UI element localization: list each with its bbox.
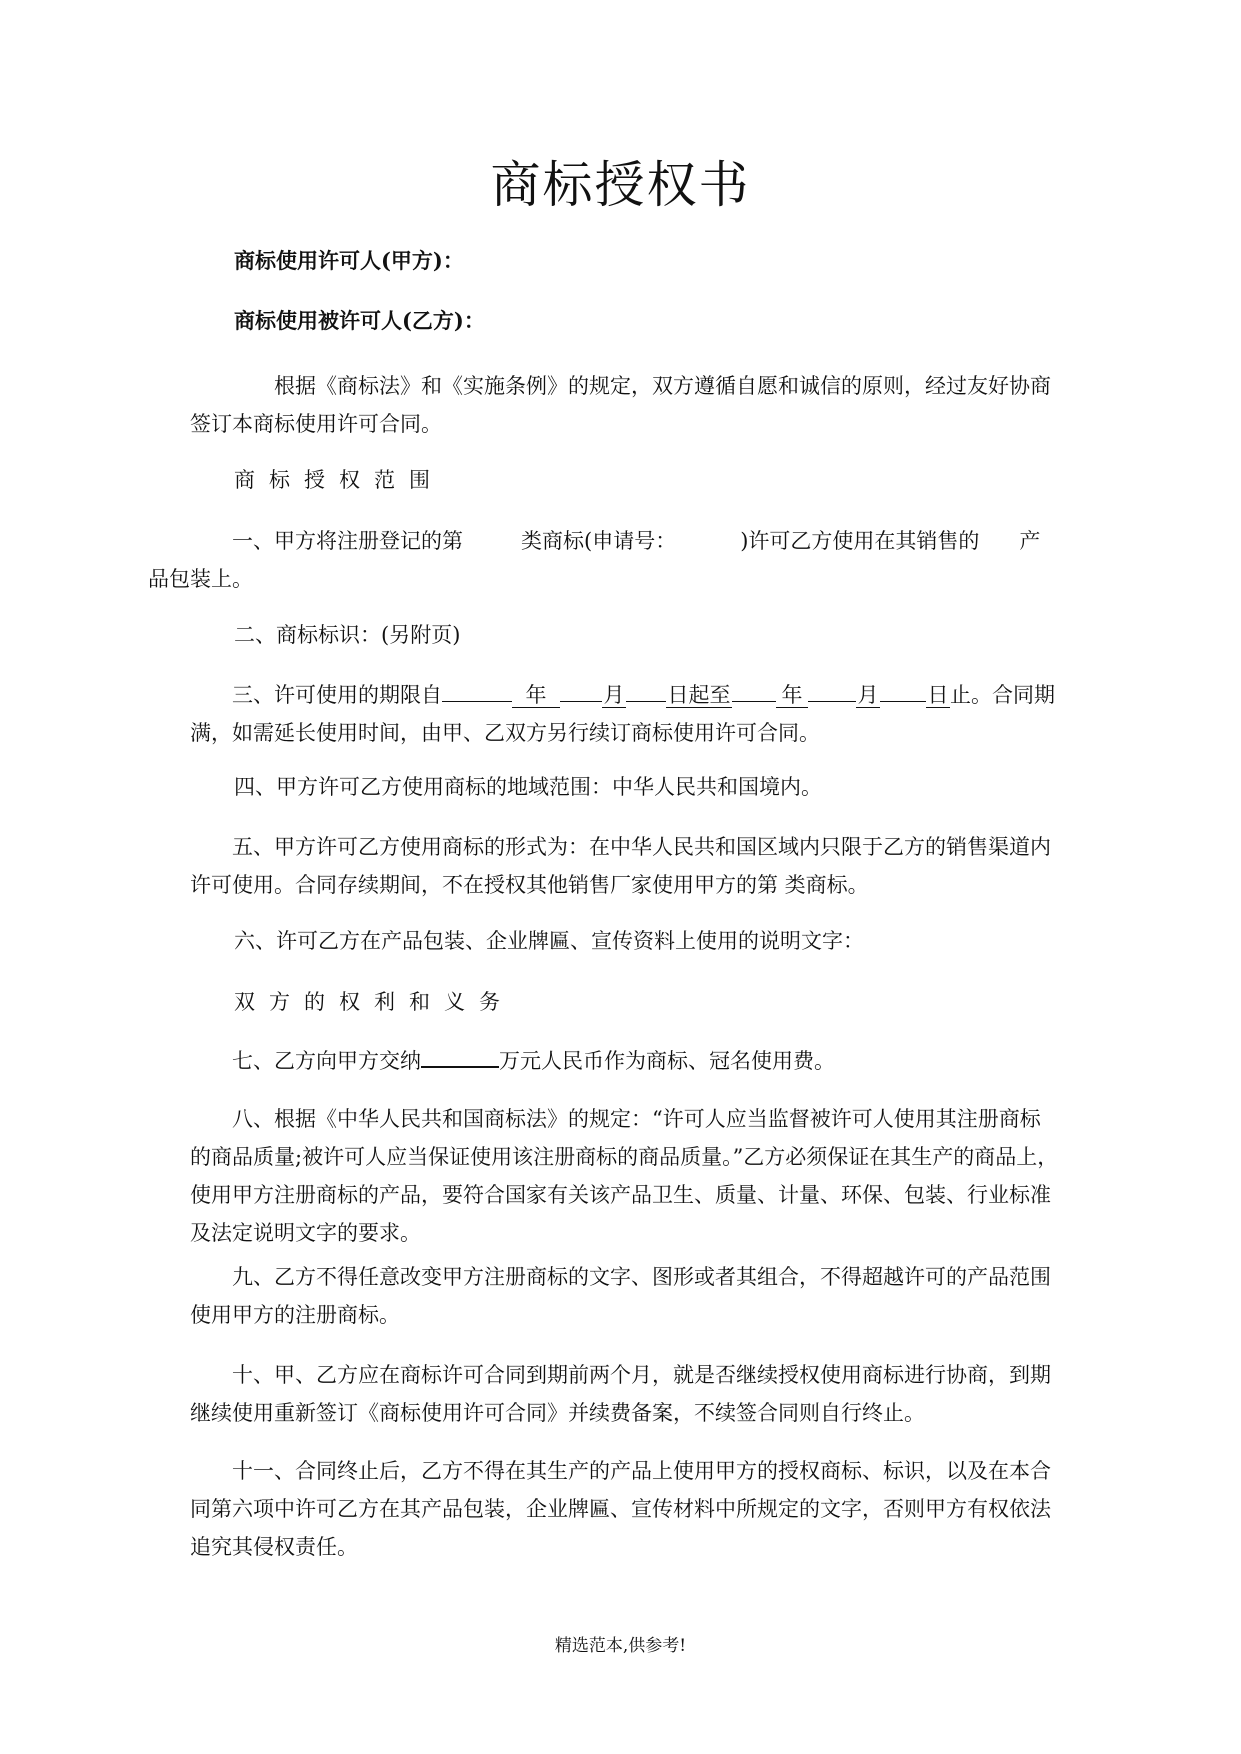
clause-3-suffix: 止。合同期满，如需延长使用时间，由甲、乙双方另行续订商标使用许可合同。 xyxy=(190,683,1055,745)
clause-7-suffix: 万元人民币作为商标、冠名使用费。 xyxy=(499,1049,835,1073)
clause-7 xyxy=(190,1042,1060,1080)
section-heading-scope: 商标授权范围 xyxy=(234,468,444,492)
section-heading-rights: 双方的权利和义务 xyxy=(234,990,514,1014)
clause-10: 十、甲、乙方应在商标许可合同到期前两个月，就是否继续授权使用商标进行协商，到期继续使用重新签订《商标使用许可合同》并续费备案，不续签合同则自行终止。 xyxy=(190,1363,1051,1425)
document-title: 商标授权书 xyxy=(490,156,751,214)
clause-1-text-a: 一、甲方将注册登记的第 xyxy=(232,529,463,553)
start-month-label: 月 xyxy=(603,683,625,707)
clause-3-prefix: 三、许可使用的期限自 xyxy=(232,683,442,707)
end-date-blank[interactable] xyxy=(732,701,776,702)
clause-1 xyxy=(148,522,1060,598)
licensor-label: 商标使用许可人(甲方)： xyxy=(234,248,464,273)
licensee-label: 商标使用被许可人(乙方)： xyxy=(234,308,485,333)
page-footer: 精选范本,供参考! xyxy=(554,1636,687,1656)
clause-5: 五、甲方许可乙方使用商标的形式为：在中华人民共和国区域内只限于乙方的销售渠道内许可使用。合同存续期间，不在授权其他销售厂家使用甲方的第 类商标。 xyxy=(190,835,1051,897)
clause-2: 二、商标标识：(另附页) xyxy=(234,623,461,647)
clause-3 xyxy=(190,676,1060,752)
clause-8: 八、根据《中华人民共和国商标法》的规定：“许可人应当监督被许可人使用其注册商标的商品质量;被许可人应当保证使用该注册商标的商品质量。”乙方必须保证在其生产的商品上，使用甲方注册商标的产品，要符合国家有关该产品卫生、质量、计量、环保、包装、行业标准及法定说明文字的要求。 xyxy=(190,1107,1059,1245)
end-month-label: 月 xyxy=(857,683,879,707)
end-day-label: 日 xyxy=(927,683,949,707)
intro-paragraph: 根据《商标法》和《实施条例》的规定，双方遵循自愿和诚信的原则，经过友好协商签订本商标使用许可合同。 xyxy=(190,374,1051,436)
clause-4: 四、甲方许可乙方使用商标的地域范围：中华人民共和国境内。 xyxy=(234,775,822,799)
clause-7-prefix: 七、乙方向甲方交纳 xyxy=(232,1049,421,1073)
start-date-blank[interactable] xyxy=(442,701,512,702)
clause-1-text-b: 类商标(申请号： xyxy=(521,529,677,553)
start-year-label: 年 xyxy=(512,683,560,708)
clause-9: 九、乙方不得任意改变甲方注册商标的文字、图形或者其组合，不得超越许可的产品范围使用甲方的注册商标。 xyxy=(190,1265,1051,1327)
clause-6: 六、许可乙方在产品包装、企业牌匾、宣传资料上使用的说明文字： xyxy=(234,929,864,953)
clause-1-text-c: )许可乙方使用在其销售的 xyxy=(740,529,980,553)
start-day-label: 日起至 xyxy=(667,683,731,707)
clause-1-text-e: 品包装上。 xyxy=(148,567,253,591)
end-year-label: 年 xyxy=(776,683,808,708)
fee-amount-blank[interactable] xyxy=(421,1066,499,1068)
clause-11: 十一、合同终止后，乙方不得在其生产的产品上使用甲方的授权商标、标识，以及在本合同第六项中许可乙方在其产品包装，企业牌匾、宣传材料中所规定的文字，否则甲方有权依法追究其侵权责任。 xyxy=(190,1459,1051,1559)
clause-1-text-d: 产 xyxy=(1019,529,1041,553)
